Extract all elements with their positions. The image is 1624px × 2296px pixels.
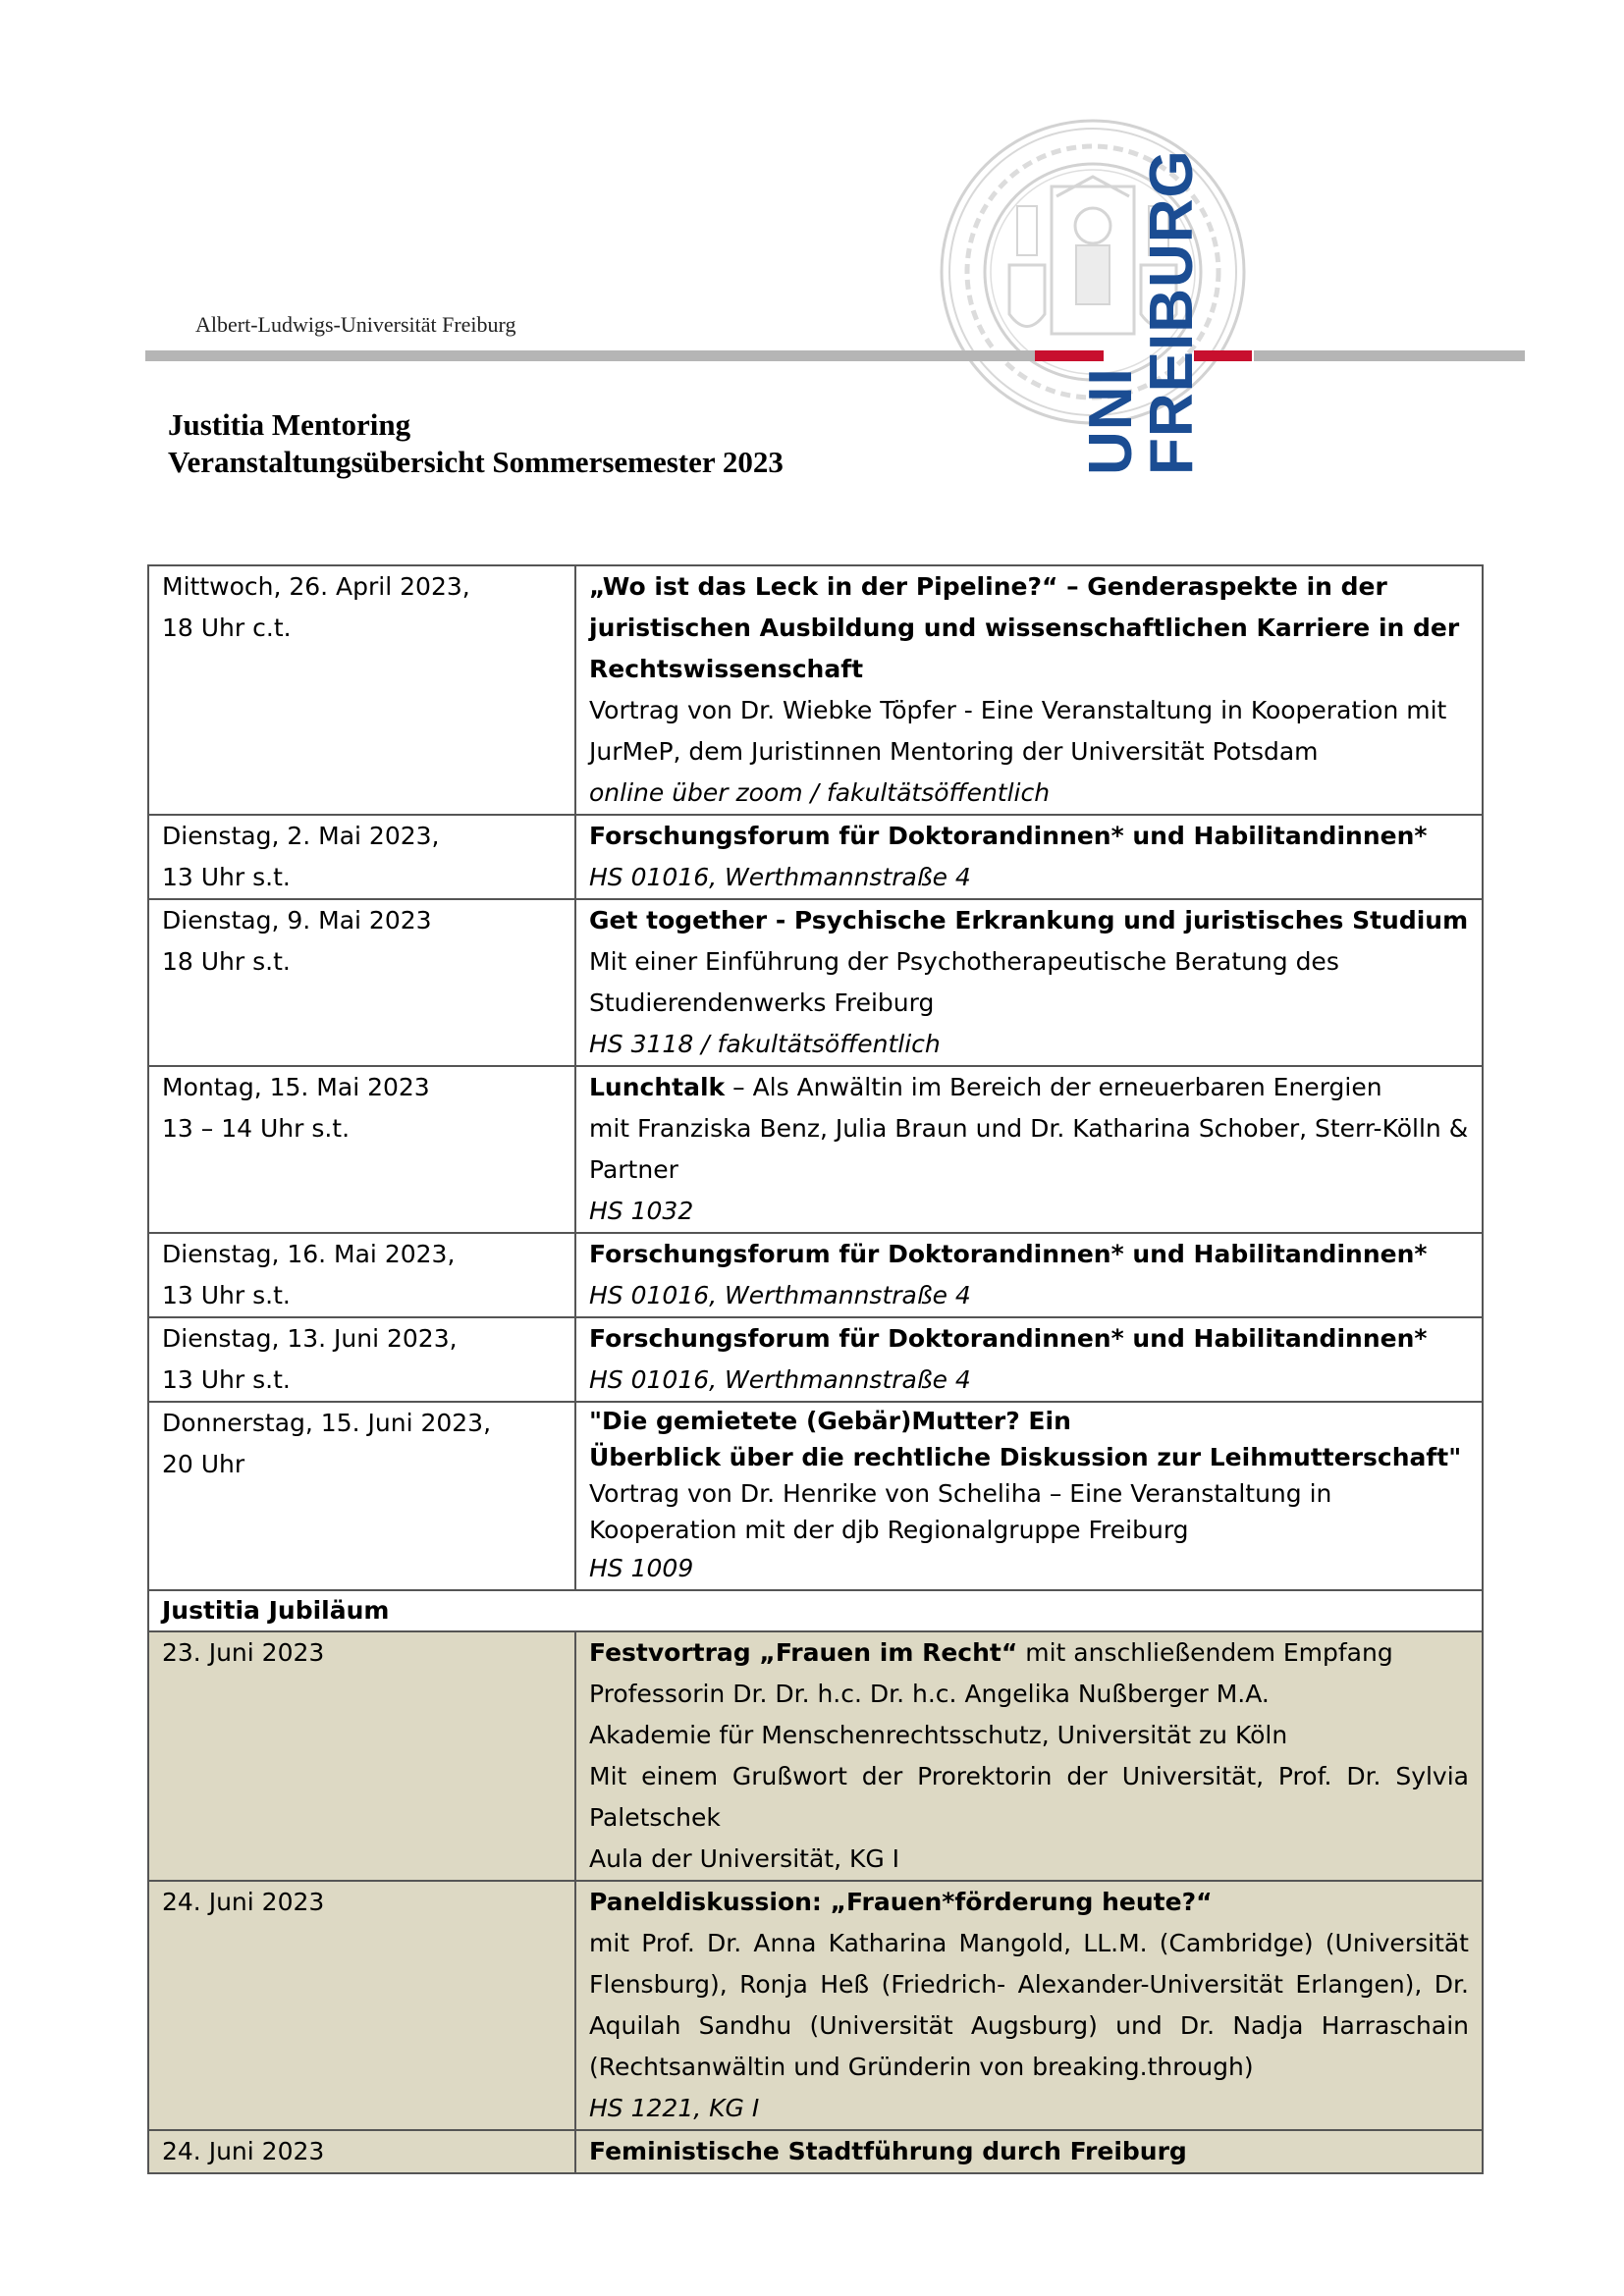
details-cell (575, 2130, 1483, 2173)
event-date: 23. Juni 2023 (162, 1638, 325, 1667)
table-row (148, 565, 1483, 815)
event-description: Vortrag von Dr. Henrike von Scheliha – Eine Veranstaltung in Kooperation mit der djb Regionalgruppe Freiburg (589, 1479, 1332, 1544)
event-location: Aula der Universität, KG I (589, 1844, 900, 1873)
details-cell (575, 1402, 1483, 1590)
event-time: 18 Uhr s.t. (162, 947, 291, 976)
date-cell (148, 2130, 575, 2173)
date-cell (148, 1631, 575, 1881)
event-time: 18 Uhr c.t. (162, 614, 292, 642)
table-row (148, 899, 1483, 1066)
event-location: online über zoom / fakultätsöffentlich (589, 778, 1051, 807)
table-row (148, 1233, 1483, 1317)
header-rule-left (145, 350, 1061, 361)
event-location: HS 01016, Werthmannstraße 4 (589, 863, 971, 891)
event-description: Mit einem Grußwort der Prorektorin der Universität, Prof. Dr. Sylvia Paletschek (589, 1762, 1469, 1832)
event-date: Donnerstag, 15. Juni 2023, (162, 1409, 492, 1437)
event-date: 24. Juni 2023 (162, 1888, 325, 1916)
event-time: 20 Uhr (162, 1450, 245, 1478)
header-rule-right (1254, 350, 1525, 361)
event-title: "Die gemietete (Gebär)Mutter? Ein (589, 1407, 1071, 1435)
title-line-1: Justitia Mentoring (168, 407, 411, 442)
event-title: Lunchtalk (589, 1073, 726, 1101)
table-row (148, 1317, 1483, 1402)
event-description: mit Prof. Dr. Anna Katharina Mangold, LL.M. (Cambridge) (Universität Flensburg), Ronja Heß (Friedrich- Alexander-Universität Erlangen), Dr. Aquilah Sandhu (Universität Augsburg) und Dr. Nadja Harraschain (Rechtsanwältin und Gründerin von breaking.through) (589, 1929, 1469, 2081)
logo-text-uni: UNI (1077, 367, 1145, 475)
date-cell (148, 1402, 575, 1590)
details-cell (575, 899, 1483, 1066)
event-date: Mittwoch, 26. April 2023, (162, 572, 470, 601)
event-time: 13 – 14 Uhr s.t. (162, 1114, 351, 1143)
date-cell (148, 1066, 575, 1233)
event-date: Dienstag, 2. Mai 2023, (162, 822, 440, 850)
details-cell (575, 1066, 1483, 1233)
event-title: Forschungsforum für Doktorandinnen* und Habilitandinnen* (589, 822, 1428, 850)
event-title: Get together - Psychische Erkrankung und juristisches Studium (589, 906, 1469, 934)
event-title: Festvortrag „Frauen im Recht“ (589, 1638, 1018, 1667)
events-table (147, 564, 1484, 2174)
event-location: HS 01016, Werthmannstraße 4 (589, 1365, 971, 1394)
event-time: 13 Uhr s.t. (162, 863, 291, 891)
event-location: HS 1032 (589, 1197, 694, 1225)
event-title: „Wo ist das Leck in der Pipeline?“ – Genderaspekte in der juristischen Ausbildung und wissenschaftlichen Karriere in der Rechtswissenschaft (589, 572, 1460, 683)
date-cell (148, 1317, 575, 1402)
logo-text-freiburg: FREIBURG (1138, 149, 1206, 475)
title-line-2: Veranstaltungsübersicht Sommersemester 2023 (168, 445, 784, 479)
event-time: 13 Uhr s.t. (162, 1281, 291, 1309)
event-location: HS 01016, Werthmannstraße 4 (589, 1281, 971, 1309)
details-cell (575, 815, 1483, 899)
event-location: HS 1221, KG I (589, 2094, 760, 2122)
event-date: Dienstag, 16. Mai 2023, (162, 1240, 456, 1268)
details-cell (575, 1881, 1483, 2130)
date-cell (148, 565, 575, 815)
event-date: 24. Juni 2023 (162, 2137, 325, 2165)
event-date: Dienstag, 13. Juni 2023, (162, 1324, 458, 1353)
event-subtitle: – Als Anwältin im Bereich der erneuerbaren Energien (725, 1073, 1382, 1101)
table-row (148, 815, 1483, 899)
details-cell (575, 1631, 1483, 1881)
event-title: Feministische Stadtführung durch Freiburg (589, 2137, 1187, 2165)
table-row (148, 1631, 1483, 1881)
event-description: Mit einer Einführung der Psychotherapeutische Beratung des Studierendenwerks Freiburg (589, 947, 1339, 1017)
date-cell (148, 815, 575, 899)
table-row (148, 1066, 1483, 1233)
event-title: Paneldiskussion: „Frauen*förderung heute?“ (589, 1888, 1213, 1916)
details-cell (575, 1233, 1483, 1317)
event-location: HS 3118 / fakultätsöffentlich (589, 1030, 941, 1058)
details-cell (575, 1317, 1483, 1402)
event-title: Forschungsforum für Doktorandinnen* und Habilitandinnen* (589, 1240, 1428, 1268)
event-speaker: Professorin Dr. Dr. h.c. Dr. h.c. Angelika Nußberger M.A. (589, 1680, 1270, 1708)
event-affiliation: Akademie für Menschenrechtsschutz, Universität zu Köln (589, 1721, 1288, 1749)
university-name: Albert-Ludwigs-Universität Freiburg (195, 312, 516, 337)
event-description: mit Franziska Benz, Julia Braun und Dr. Katharina Schober, Sterr-Kölln & Partner (589, 1114, 1469, 1184)
event-date: Montag, 15. Mai 2023 (162, 1073, 430, 1101)
table-row (148, 1402, 1483, 1590)
table-row (148, 1881, 1483, 2130)
event-title-continued: Überblick über die rechtliche Diskussion zur Leihmutterschaft" (589, 1443, 1462, 1471)
event-location: HS 1009 (589, 1554, 694, 1582)
section-heading: Justitia Jubiläum (148, 1590, 1483, 1631)
table-row (148, 2130, 1483, 2173)
event-subtitle: mit anschließendem Empfang (1017, 1638, 1393, 1667)
logo-red-bar-left (1035, 350, 1104, 361)
section-row (148, 1590, 1483, 1631)
event-date: Dienstag, 9. Mai 2023 (162, 906, 432, 934)
event-time: 13 Uhr s.t. (162, 1365, 291, 1394)
date-cell (148, 1881, 575, 2130)
event-title: Forschungsforum für Doktorandinnen* und Habilitandinnen* (589, 1324, 1428, 1353)
date-cell (148, 899, 575, 1066)
document-title (168, 406, 784, 481)
details-cell (575, 565, 1483, 815)
event-description: Vortrag von Dr. Wiebke Töpfer - Eine Veranstaltung in Kooperation mit JurMeP, dem Juristinnen Mentoring der Universität Potsdam (589, 696, 1447, 766)
date-cell (148, 1233, 575, 1317)
